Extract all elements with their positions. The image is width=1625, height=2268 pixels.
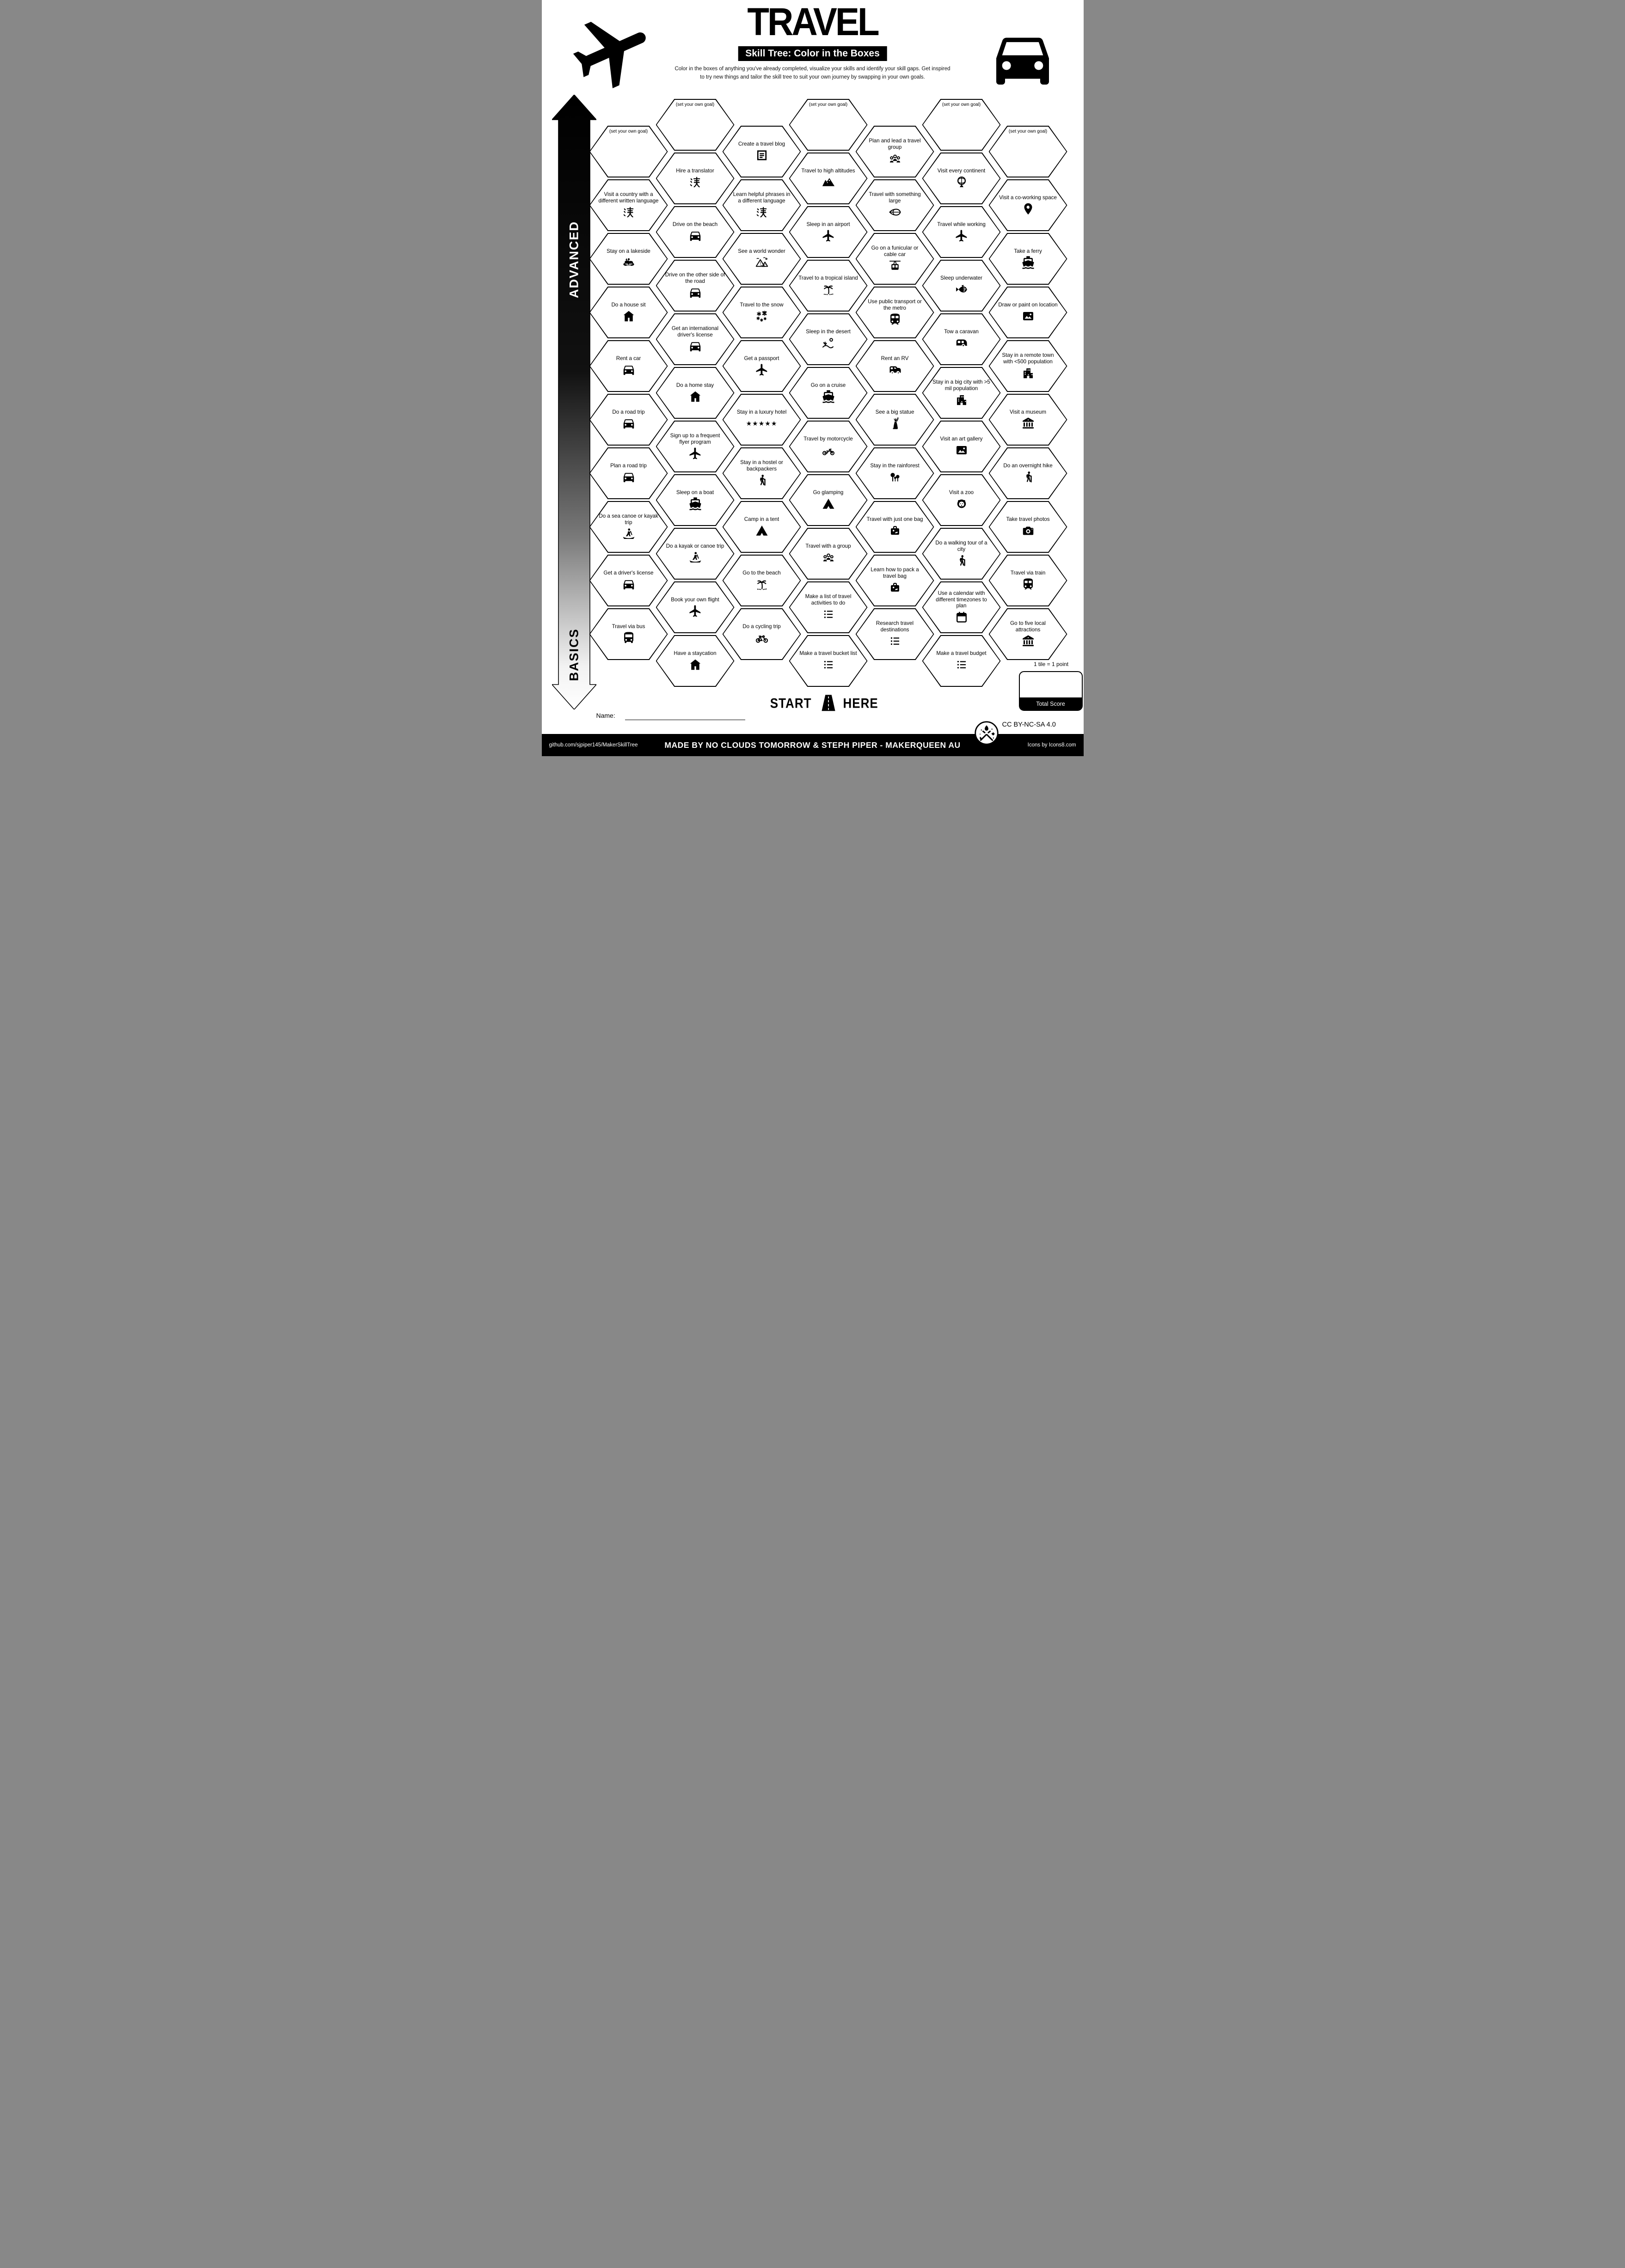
canoe-icon [622, 527, 636, 541]
rainforest-icon [888, 470, 902, 484]
kanji-icon [622, 205, 636, 219]
skill-tile-label: Travel to high altitudes [801, 167, 855, 174]
skill-tile[interactable] [989, 340, 1067, 392]
skill-tile-label: Visit a zoo [949, 489, 974, 495]
skill-tile-label: Learn how to pack a travel bag [871, 566, 919, 579]
page-title: TRAVEL [747, 0, 878, 44]
bus-icon [622, 631, 636, 645]
skill-tile-label: (set your own goal) [809, 102, 848, 107]
car-icon [688, 229, 702, 243]
airplane-icon [755, 363, 769, 377]
page-description [542, 65, 1084, 82]
name-label: Name: [596, 712, 615, 719]
skill-tile-label: Draw or paint on location [998, 301, 1058, 308]
skill-tile-label: See a big statue [875, 409, 914, 415]
people-group-icon [888, 152, 902, 165]
footer-icons-credit[interactable]: Icons by Icons8.com [1027, 742, 1076, 748]
surfboard-icon [888, 205, 902, 219]
basics-label: BASICS [567, 628, 581, 681]
skill-tile[interactable] [989, 233, 1067, 285]
train-icon [1021, 577, 1035, 591]
skill-tile-label: Sleep on a boat [676, 489, 714, 495]
desert-icon [822, 336, 835, 350]
skill-tile-label: Take a ferry [1014, 248, 1042, 254]
hiker-icon [1021, 470, 1035, 484]
kanji-icon [688, 175, 702, 189]
ship-icon [1021, 256, 1035, 269]
skill-tile-label: Drive on the beach [672, 221, 718, 227]
skill-tile-label: Drive on the other side of the road [665, 271, 725, 284]
tent-icon [822, 497, 835, 511]
hiker-icon [955, 554, 969, 568]
lakeside-icon [622, 256, 636, 269]
skill-tile-label: Have a staycation [674, 650, 717, 656]
skill-tile-label: Do a cycling trip [742, 623, 781, 630]
skill-tile-label: Go on a funicular or cable car [871, 245, 919, 257]
skill-tile-label: Do a home stay [676, 382, 714, 388]
skill-tile[interactable] [989, 179, 1067, 231]
skill-tile-label: Rent an RV [881, 355, 909, 361]
skill-tile-label: Travel to a tropical island [798, 275, 858, 281]
skill-tile-label: Do a walking tour of a city [935, 539, 987, 552]
start-here-marker [542, 691, 1084, 716]
pyramids-icon [755, 256, 769, 269]
hex-content [989, 501, 1067, 553]
palm-tree-icon [822, 282, 835, 296]
skill-tile-label: Do a kayak or canoe trip [666, 543, 724, 549]
airplane-icon [688, 604, 702, 618]
skill-tile-label: Travel via bus [612, 623, 645, 630]
skill-tile-label: Sleep in the desert [806, 328, 851, 335]
airplane-icon [688, 446, 702, 460]
skill-tile-label: Plan a road trip [610, 462, 647, 469]
tent-icon [755, 524, 769, 538]
skill-tile-label: Make a list of travel activities to do [805, 593, 852, 606]
blog-icon [755, 148, 769, 162]
skill-tile-label: Create a travel blog [738, 141, 785, 147]
skill-tile-label: Stay in the rainforest [870, 462, 920, 469]
hex-content [989, 394, 1067, 446]
skill-tile-label: (set your own goal) [1008, 129, 1048, 134]
hiker-icon [755, 473, 769, 487]
five-stars-icon: ★★★★★ [746, 420, 778, 428]
airplane-icon [955, 229, 969, 243]
skill-tile-label: Stay on a lakeside [607, 248, 650, 254]
skill-tile-label: Sleep in an airport [806, 221, 850, 227]
fish-icon [955, 282, 969, 296]
total-score-label: Total Score [1020, 697, 1082, 710]
statue-icon [888, 416, 902, 430]
mountain-icon [822, 175, 835, 189]
page-subtitle: Skill Tree: Color in the Boxes [738, 46, 887, 61]
hex-content [989, 608, 1067, 660]
calendar-icon [955, 611, 969, 624]
skill-tile-label: Travel with something large [869, 191, 921, 204]
skill-tile-label: Go to five local attractions [1010, 620, 1046, 633]
skill-tile-label: Travel by motorcycle [803, 435, 853, 442]
skill-tile-label: Travel while working [937, 221, 986, 227]
hex-content [989, 179, 1067, 231]
skill-tile[interactable] [989, 447, 1067, 499]
canoe-icon [688, 550, 702, 564]
house-icon [622, 309, 636, 323]
car-icon [622, 577, 636, 591]
motorcycle-icon [822, 443, 835, 457]
skill-tile-label: Sleep underwater [940, 275, 982, 281]
museum-icon [1021, 416, 1035, 430]
skill-tile-label: Travel with just one bag [866, 516, 923, 522]
footer-credit: MADE BY NO CLOUDS TOMORROW & STEPH PIPER - MAKERQUEEN AU [664, 740, 961, 750]
skill-tile-label: Get a driver's license [603, 569, 654, 576]
kanji-icon [755, 205, 769, 219]
start-label: START [770, 695, 812, 711]
museum-icon [1021, 634, 1035, 648]
hex-content [989, 555, 1067, 606]
skill-tile[interactable] [989, 287, 1067, 338]
skill-tile[interactable] [989, 608, 1067, 660]
skill-tile-label: Visit a country with a different written language [598, 191, 659, 204]
goal-tile[interactable] [989, 126, 1067, 177]
skill-tile-label: Go on a cruise [810, 382, 846, 388]
skill-tile-label: Do a road trip [612, 409, 645, 415]
picture-icon [1021, 309, 1035, 323]
bicycle-icon [755, 631, 769, 645]
skill-tile-label: Visit every continent [937, 167, 986, 174]
skill-tile-label: Stay in a big city with >5 mil population [932, 379, 990, 391]
hex-content [989, 447, 1067, 499]
metro-icon [888, 312, 902, 326]
description-line-2: to try new things and tailor the skill tree to suit your own journey by swapping in your own goals. [700, 74, 925, 80]
skill-tile-label: Use public transport or the metro [868, 298, 922, 311]
skill-tile-label: Visit an art gallery [940, 435, 983, 442]
camera-icon [1021, 524, 1035, 538]
skill-tile-label: Take travel photos [1006, 516, 1050, 522]
suitcase-icon [888, 581, 902, 594]
car-icon [622, 416, 636, 430]
suitcase-icon [888, 524, 902, 538]
skill-tile-label: Use a calendar with different timezones to plan [936, 590, 987, 609]
skill-tile-label: Get a passport [744, 355, 779, 361]
skill-tile-label: Plan and lead a travel group [869, 137, 921, 150]
total-score-box[interactable] [1019, 671, 1083, 711]
advanced-label: ADVANCED [567, 221, 581, 299]
description-line-1: Color in the boxes of anything you've already completed, visualize your skills and identify your skill gaps. Get inspired [675, 66, 950, 72]
people-group-icon [822, 550, 835, 564]
skill-tile-label: Tow a caravan [944, 328, 979, 335]
skill-tile-label: Make a travel bucket list [799, 650, 857, 656]
travel-skill-tree-poster [542, 0, 1084, 756]
skill-tile-label: Book your own flight [671, 596, 719, 603]
skill-tile-label: Learn helpful phrases in a different language [733, 191, 791, 204]
maker-badge-icon [974, 720, 1000, 746]
skill-tile-label: Stay in a luxury hotel [736, 409, 787, 415]
checklist-icon [822, 607, 835, 621]
skill-tile[interactable] [989, 555, 1067, 606]
skill-tile-label: Do an overnight hike [1003, 462, 1053, 469]
skill-tile-label: Camp in a tent [744, 516, 779, 522]
skill-tile-label: Stay in a remote town with <500 population [1002, 352, 1054, 365]
license-text: CC BY-NC-SA 4.0 [1002, 721, 1056, 728]
globe-icon [955, 175, 969, 189]
skill-tile-label: See a world wonder [738, 248, 785, 254]
house-icon [688, 658, 702, 672]
skill-tile-label: (set your own goal) [609, 129, 648, 134]
hex-content [989, 233, 1067, 285]
city-buildings-icon [955, 393, 969, 407]
lion-icon [955, 497, 969, 511]
map-pin-icon [1021, 202, 1035, 216]
skill-tile-label: (set your own goal) [675, 102, 715, 107]
checklist-icon [822, 658, 835, 672]
skill-tile-label: Visit a co-working space [999, 194, 1057, 201]
car-icon [622, 470, 636, 484]
skill-tile-label: Get an international driver's license [671, 325, 719, 338]
picture-icon [955, 443, 969, 457]
skill-tile-label: Stay in a hostel or backpackers [740, 459, 783, 472]
ship-icon [688, 497, 702, 511]
airplane-icon [822, 229, 835, 243]
skill-tile-label: Travel via train [1010, 569, 1046, 576]
hex-content [989, 340, 1067, 392]
car-icon [622, 363, 636, 377]
skill-tile-label: Make a travel budget [936, 650, 987, 656]
score-note: 1 tile = 1 point [1033, 661, 1069, 667]
rv-icon [888, 363, 902, 377]
palm-tree-icon [755, 577, 769, 591]
ship-icon [822, 390, 835, 403]
checklist-icon [955, 658, 969, 672]
road-icon [818, 691, 839, 715]
skill-tile[interactable] [989, 501, 1067, 553]
footer-repo-link[interactable]: github.com/sjpiper145/MakerSkillTree [549, 742, 638, 748]
house-icon [688, 390, 702, 403]
caravan-icon [955, 336, 969, 350]
skill-tile-label: Travel with a group [805, 543, 851, 549]
skill-tile-label: Do a sea canoe or kayak trip [599, 513, 658, 526]
skill-tile-label: Go glamping [813, 489, 844, 495]
skill-tile-label: Go to the beach [742, 569, 781, 576]
skill-tile[interactable] [989, 394, 1067, 446]
skill-tile-label: Research travel destinations [876, 620, 914, 633]
footer-bar [542, 734, 1084, 756]
city-buildings-icon [1021, 366, 1035, 380]
car-icon [688, 286, 702, 300]
hex-content [989, 287, 1067, 338]
skill-tile-label: Hire a translator [676, 167, 714, 174]
name-row [596, 712, 615, 719]
skill-tile-label: Travel to the snow [740, 301, 784, 308]
skill-tile-label: Visit a museum [1009, 409, 1047, 415]
checklist-icon [888, 634, 902, 648]
skill-tile-label: Sign up to a frequent flyer program [670, 432, 720, 445]
skill-tile-label: Do a house sit [611, 301, 646, 308]
car-icon [688, 339, 702, 353]
here-label: HERE [843, 695, 878, 711]
skill-tile-label: Rent a car [616, 355, 641, 361]
hex-content [989, 126, 1067, 177]
cable-car-icon [888, 259, 902, 273]
skill-tile-label: (set your own goal) [942, 102, 981, 107]
snowflakes-icon [755, 309, 769, 323]
